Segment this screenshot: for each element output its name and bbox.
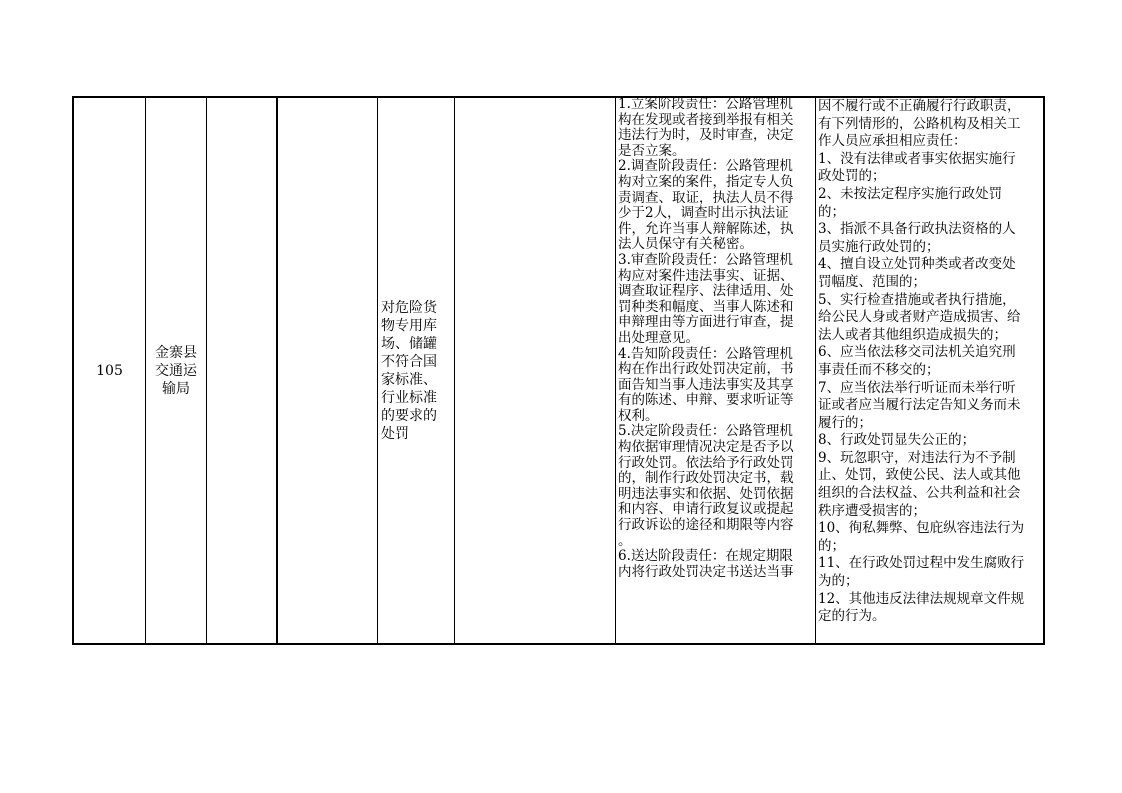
item-name-line: 物专用库 <box>381 317 437 334</box>
responsibility-line: 违法行为时，及时审查，决定 <box>618 127 794 144</box>
department-line: 输局 <box>162 380 190 397</box>
liability-line: 7、应当依法举行听证而未举行听 <box>818 379 1016 396</box>
responsibility-line: 内将行政处罚决定书送达当事 <box>618 563 794 580</box>
responsibility-cell <box>617 97 815 643</box>
liability-line: 3、指派不具备行政执法资格的人 <box>818 221 1016 238</box>
liability-line: 2、未按法定程序实施行政处罚 <box>818 185 1003 202</box>
item-name-line: 处罚 <box>381 425 409 442</box>
liability-line: 事责任而不移交的； <box>818 361 940 378</box>
responsibility-line: 构在发现或者接到举报有相关 <box>618 111 794 128</box>
liability-line: 8、行政处罚显失公正的； <box>818 432 976 449</box>
liability-line: 的； <box>818 203 845 220</box>
responsibility-line: 申辩理由等方面进行审查，提 <box>618 314 794 331</box>
responsibility-line: 3.审查阶段责任：公路管理机 <box>618 251 793 268</box>
responsibility-line: 少于2人，调查时出示执法证 <box>618 205 789 222</box>
liability-line: 5、实行检查措施或者执行措施， <box>818 291 1016 308</box>
responsibility-line: 件，允许当事人辩解陈述，执 <box>618 220 794 237</box>
responsibility-line: 法人员保守有关秘密。 <box>618 236 753 253</box>
department-cell <box>146 98 206 643</box>
liability-line: 秩序遭受损害的； <box>818 502 926 519</box>
responsibility-line: 和内容、申请行政复议或提起 <box>618 501 794 518</box>
responsibility-line: 1.立案阶段责任：公路管理机 <box>618 97 793 112</box>
liability-line: 给公民人身或者财产造成损害、给 <box>818 309 1021 326</box>
item-name <box>381 299 437 443</box>
item-name-line: 行业标准 <box>381 389 437 406</box>
responsibility-line: 6.送达阶段责任：在规定期限 <box>618 548 793 565</box>
liability-line: 履行的； <box>818 414 872 431</box>
liability-line: 证或者应当履行法定告知义务而未 <box>818 397 1021 414</box>
department-line: 交通运 <box>155 362 197 379</box>
liability-line: 11、在行政处罚过程中发生腐败行 <box>818 555 1025 572</box>
liability-line: 组织的合法权益、公共利益和社会 <box>818 485 1021 502</box>
liability-line: 为的； <box>818 573 859 590</box>
liability-line: 止、处罚，致使公民、法人或其他 <box>818 467 1021 484</box>
responsibility-line: 责调查、取证，执法人员不得 <box>618 189 794 206</box>
responsibility-line: 2.调查阶段责任：公路管理机 <box>618 158 793 175</box>
liability-line: 1、没有法律或者事实依据实施行 <box>818 150 1016 167</box>
responsibility-line: 。 <box>618 532 632 549</box>
item-name-line: 不符合国 <box>381 353 437 370</box>
responsibility-line: 构应对案件违法事实、证据、 <box>618 267 794 284</box>
item-name-line: 家标准、 <box>381 371 437 388</box>
responsibility-line: 明违法事实和依据、处罚依据 <box>618 485 794 502</box>
empty-cell <box>455 98 615 643</box>
liability-line: 12、其他违反法律法规规章文件规 <box>818 590 1025 607</box>
responsibility-line: 的，制作行政处罚决定书，载 <box>618 470 794 487</box>
item-name-line: 对危险货 <box>381 299 437 316</box>
liability-line: 定的行为。 <box>818 608 886 625</box>
department-name <box>155 344 197 398</box>
column-divider <box>615 96 616 645</box>
row-number-cell <box>74 98 145 643</box>
empty-cell <box>278 98 377 643</box>
responsibility-line: 是否立案。 <box>618 142 686 159</box>
liability-line: 的； <box>818 537 845 554</box>
responsibility-line: 5.决定阶段责任：公路管理机 <box>618 423 793 440</box>
responsibility-line: 行政处罚。依法给予行政处罚 <box>618 454 794 471</box>
responsibility-line: 调查取证程序、法律适用、处 <box>618 283 794 300</box>
liability-line: 作人员应承担相应责任： <box>818 133 967 150</box>
row-number: 105 <box>96 362 123 379</box>
department-line: 金寨县 <box>155 344 197 361</box>
item-name-line: 场、储罐 <box>381 335 437 352</box>
liability-line: 4、擅自设立处罚种类或者改变处 <box>818 256 1016 273</box>
responsibility-line: 构在作出行政处罚决定前，书 <box>618 361 794 378</box>
responsibility-line: 有的陈述、申辩、要求听证等 <box>618 392 794 409</box>
liability-line: 10、徇私舞弊、包庇纵容违法行为 <box>818 520 1025 537</box>
liability-line: 罚幅度、范围的； <box>818 273 926 290</box>
responsibility-line: 出处理意见。 <box>618 329 699 346</box>
liability-line: 政处罚的； <box>818 168 886 185</box>
empty-cell <box>207 98 276 643</box>
responsibility-line: 面告知当事人违法事实及其享 <box>618 376 794 393</box>
liability-line: 有下列情形的，公路机构及相关工 <box>818 115 1021 132</box>
item-name-cell <box>378 98 454 643</box>
responsibility-line: 构依据审理情况决定是否予以 <box>618 439 794 456</box>
responsibility-line: 罚种类和幅度、当事人陈述和 <box>618 298 794 315</box>
liability-line: 法人或者其他组织造成损失的； <box>818 326 1007 343</box>
liability-line: 6、应当依法移交司法机关追究刑 <box>818 344 1016 361</box>
liability-line: 因不履行或不正确履行行政职责， <box>818 98 1021 114</box>
responsibility-line: 4.告知阶段责任：公路管理机 <box>618 345 793 362</box>
item-name-line: 的要求的 <box>381 407 437 424</box>
liability-line: 9、玩忽职守，对违法行为不予制 <box>818 449 1016 466</box>
liability-cell <box>816 98 1044 643</box>
responsibility-line: 权利。 <box>618 407 659 424</box>
responsibility-line: 行政诉讼的途径和期限等内容 <box>618 517 794 534</box>
liability-line: 员实施行政处罚的； <box>818 238 940 255</box>
responsibility-line: 构对立案的案件，指定专人负 <box>618 173 794 190</box>
